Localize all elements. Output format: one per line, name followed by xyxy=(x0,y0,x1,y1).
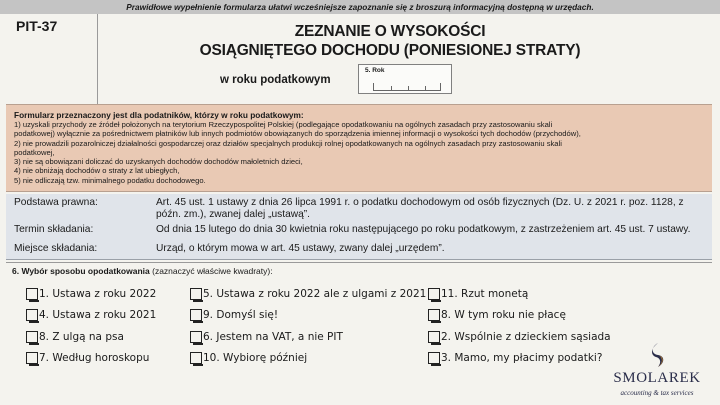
legal-basis-text: Art. 45 ust. 1 ustawy z dnia 26 lipca 1991 r. o podatku dochodowym od osób fizycznych (Dz. U. z 2021 r. poz. 1128, z późn. zm.), zwanej dalej „ustawą”. xyxy=(156,197,684,220)
option-label: 4. Ustawa z roku 2021 xyxy=(39,309,157,321)
checkbox-icon[interactable] xyxy=(428,331,440,343)
legal-basis-label: Podstawa prawna: xyxy=(14,197,98,208)
option-checkbox[interactable] xyxy=(428,331,611,343)
form-title xyxy=(100,22,680,60)
checkbox-icon[interactable] xyxy=(26,309,38,321)
option-label: 6. Jestem na VAT, a nie PIT xyxy=(203,331,343,343)
year-label: w roku podatkowym xyxy=(220,74,331,86)
eligibility-item: 4) nie obniżają dochodów o straty z lat ubiegłych, xyxy=(14,166,180,176)
option-checkbox[interactable] xyxy=(190,352,307,364)
smolarek-logo xyxy=(604,340,710,402)
eligibility-item: 2) nie prowadzili pozarolniczej działalności gospodarczej oraz działów specjalnych produkcji rolnej opodatkowanych na ogólnych zasadach przy zastosowaniu skali xyxy=(14,138,562,148)
option-label: 10. Wybiorę później xyxy=(203,352,308,364)
checkbox-icon[interactable] xyxy=(428,309,440,321)
option-checkbox[interactable] xyxy=(26,288,156,300)
checkbox-icon[interactable] xyxy=(190,288,202,300)
eligibility-item: 5) nie odliczają tzw. minimalnego podatku dochodowego. xyxy=(14,175,206,185)
year-field-label: 5. Rok xyxy=(365,67,385,74)
option-label: 5. Ustawa z roku 2022 ale z ulgami z 2021 xyxy=(203,288,427,300)
eligibility-item: podatkowej) wyłącznie za pośrednictwem płatników lub innych podmiotów obowiązanych do sporządzenia imiennej informacji o wysokości tych dochodów (przychodów), xyxy=(14,129,581,139)
checkbox-icon[interactable] xyxy=(26,352,38,364)
deadline-label: Termin składania: xyxy=(14,224,94,235)
section-heading xyxy=(12,266,273,276)
option-checkbox[interactable] xyxy=(190,288,426,300)
option-checkbox[interactable] xyxy=(190,331,343,343)
logo-mark-icon xyxy=(648,342,668,368)
option-checkbox[interactable] xyxy=(428,288,528,300)
section-heading-bold: 6. Wybór sposobu opodatkowania xyxy=(12,266,150,276)
year-input[interactable] xyxy=(373,83,441,91)
place-label: Miejsce składania: xyxy=(14,243,98,254)
checkbox-icon[interactable] xyxy=(428,352,440,364)
deadline-text: Od dnia 15 lutego do dnia 30 kwietnia roku następującego po roku podatkowym, z zastrzeżeniem art. 45 ust. 7 ustawy. xyxy=(156,224,691,235)
logo-tagline: accounting & tax services xyxy=(620,389,694,397)
checkbox-icon[interactable] xyxy=(190,331,202,343)
option-checkbox[interactable] xyxy=(26,352,149,364)
checkbox-icon[interactable] xyxy=(26,288,38,300)
title-line-2: OSIĄGNIĘTEGO DOCHODU (PONIESIONEJ STRATY) xyxy=(199,42,581,59)
option-checkbox[interactable] xyxy=(26,331,124,343)
checkbox-icon[interactable] xyxy=(190,352,202,364)
place-text: Urząd, o którym mowa w art. 45 ustawy, zwany dalej „urzędem”. xyxy=(156,243,445,254)
option-label: 7. Według horoskopu xyxy=(39,352,150,364)
checkbox-icon[interactable] xyxy=(428,288,440,300)
option-label: 9. Domyśl się! xyxy=(203,309,279,321)
option-label: 8. W tym roku nie płacę xyxy=(441,309,566,321)
option-label: 11. Rzut monetą xyxy=(441,288,529,300)
legal-info xyxy=(6,194,712,260)
logo-name: SMOLAREK xyxy=(613,370,701,386)
option-checkbox[interactable] xyxy=(26,309,156,321)
eligibility-info xyxy=(6,104,712,192)
eligibility-item: 3) nie są obowiązani doliczać do uzyskanych dochodów dochodów małoletnich dzieci, xyxy=(14,157,303,167)
form-code: PIT-37 xyxy=(16,18,58,34)
instruction-note: Prawidłowe wypełnienie formularza ułatwi wcześniejsze zapoznanie się z broszurą informacyjną dostępną w urzędach. xyxy=(0,0,720,14)
title-line-1: ZEZNANIE O WYSOKOŚCI xyxy=(294,23,486,40)
year-field-box[interactable] xyxy=(358,64,452,94)
option-checkbox[interactable] xyxy=(428,309,566,321)
eligibility-item: 1) uzyskali przychody ze źródeł położonych na terytorium Rzeczypospolitej Polskiej (podlegające opodatkowaniu na ogólnych zasadach przy zastosowaniu skali xyxy=(14,120,553,129)
form-code-box xyxy=(6,14,98,104)
eligibility-item: podatkowej, xyxy=(14,147,55,157)
checkbox-icon[interactable] xyxy=(190,309,202,321)
option-label: 1. Ustawa z roku 2022 xyxy=(39,288,157,300)
option-label: 2. Wspólnie z dzieckiem sąsiada xyxy=(441,331,611,343)
option-label: 3. Mamo, my płacimy podatki? xyxy=(441,352,603,364)
checkbox-icon[interactable] xyxy=(26,331,38,343)
option-checkbox[interactable] xyxy=(428,352,602,364)
option-checkbox[interactable] xyxy=(190,309,278,321)
option-label: 8. Z ulgą na psa xyxy=(39,331,124,343)
section-heading-rest: (zaznaczyć właściwe kwadraty): xyxy=(149,266,273,276)
eligibility-heading: Formularz przeznaczony jest dla podatników, którzy w roku podatkowym: xyxy=(14,110,304,120)
